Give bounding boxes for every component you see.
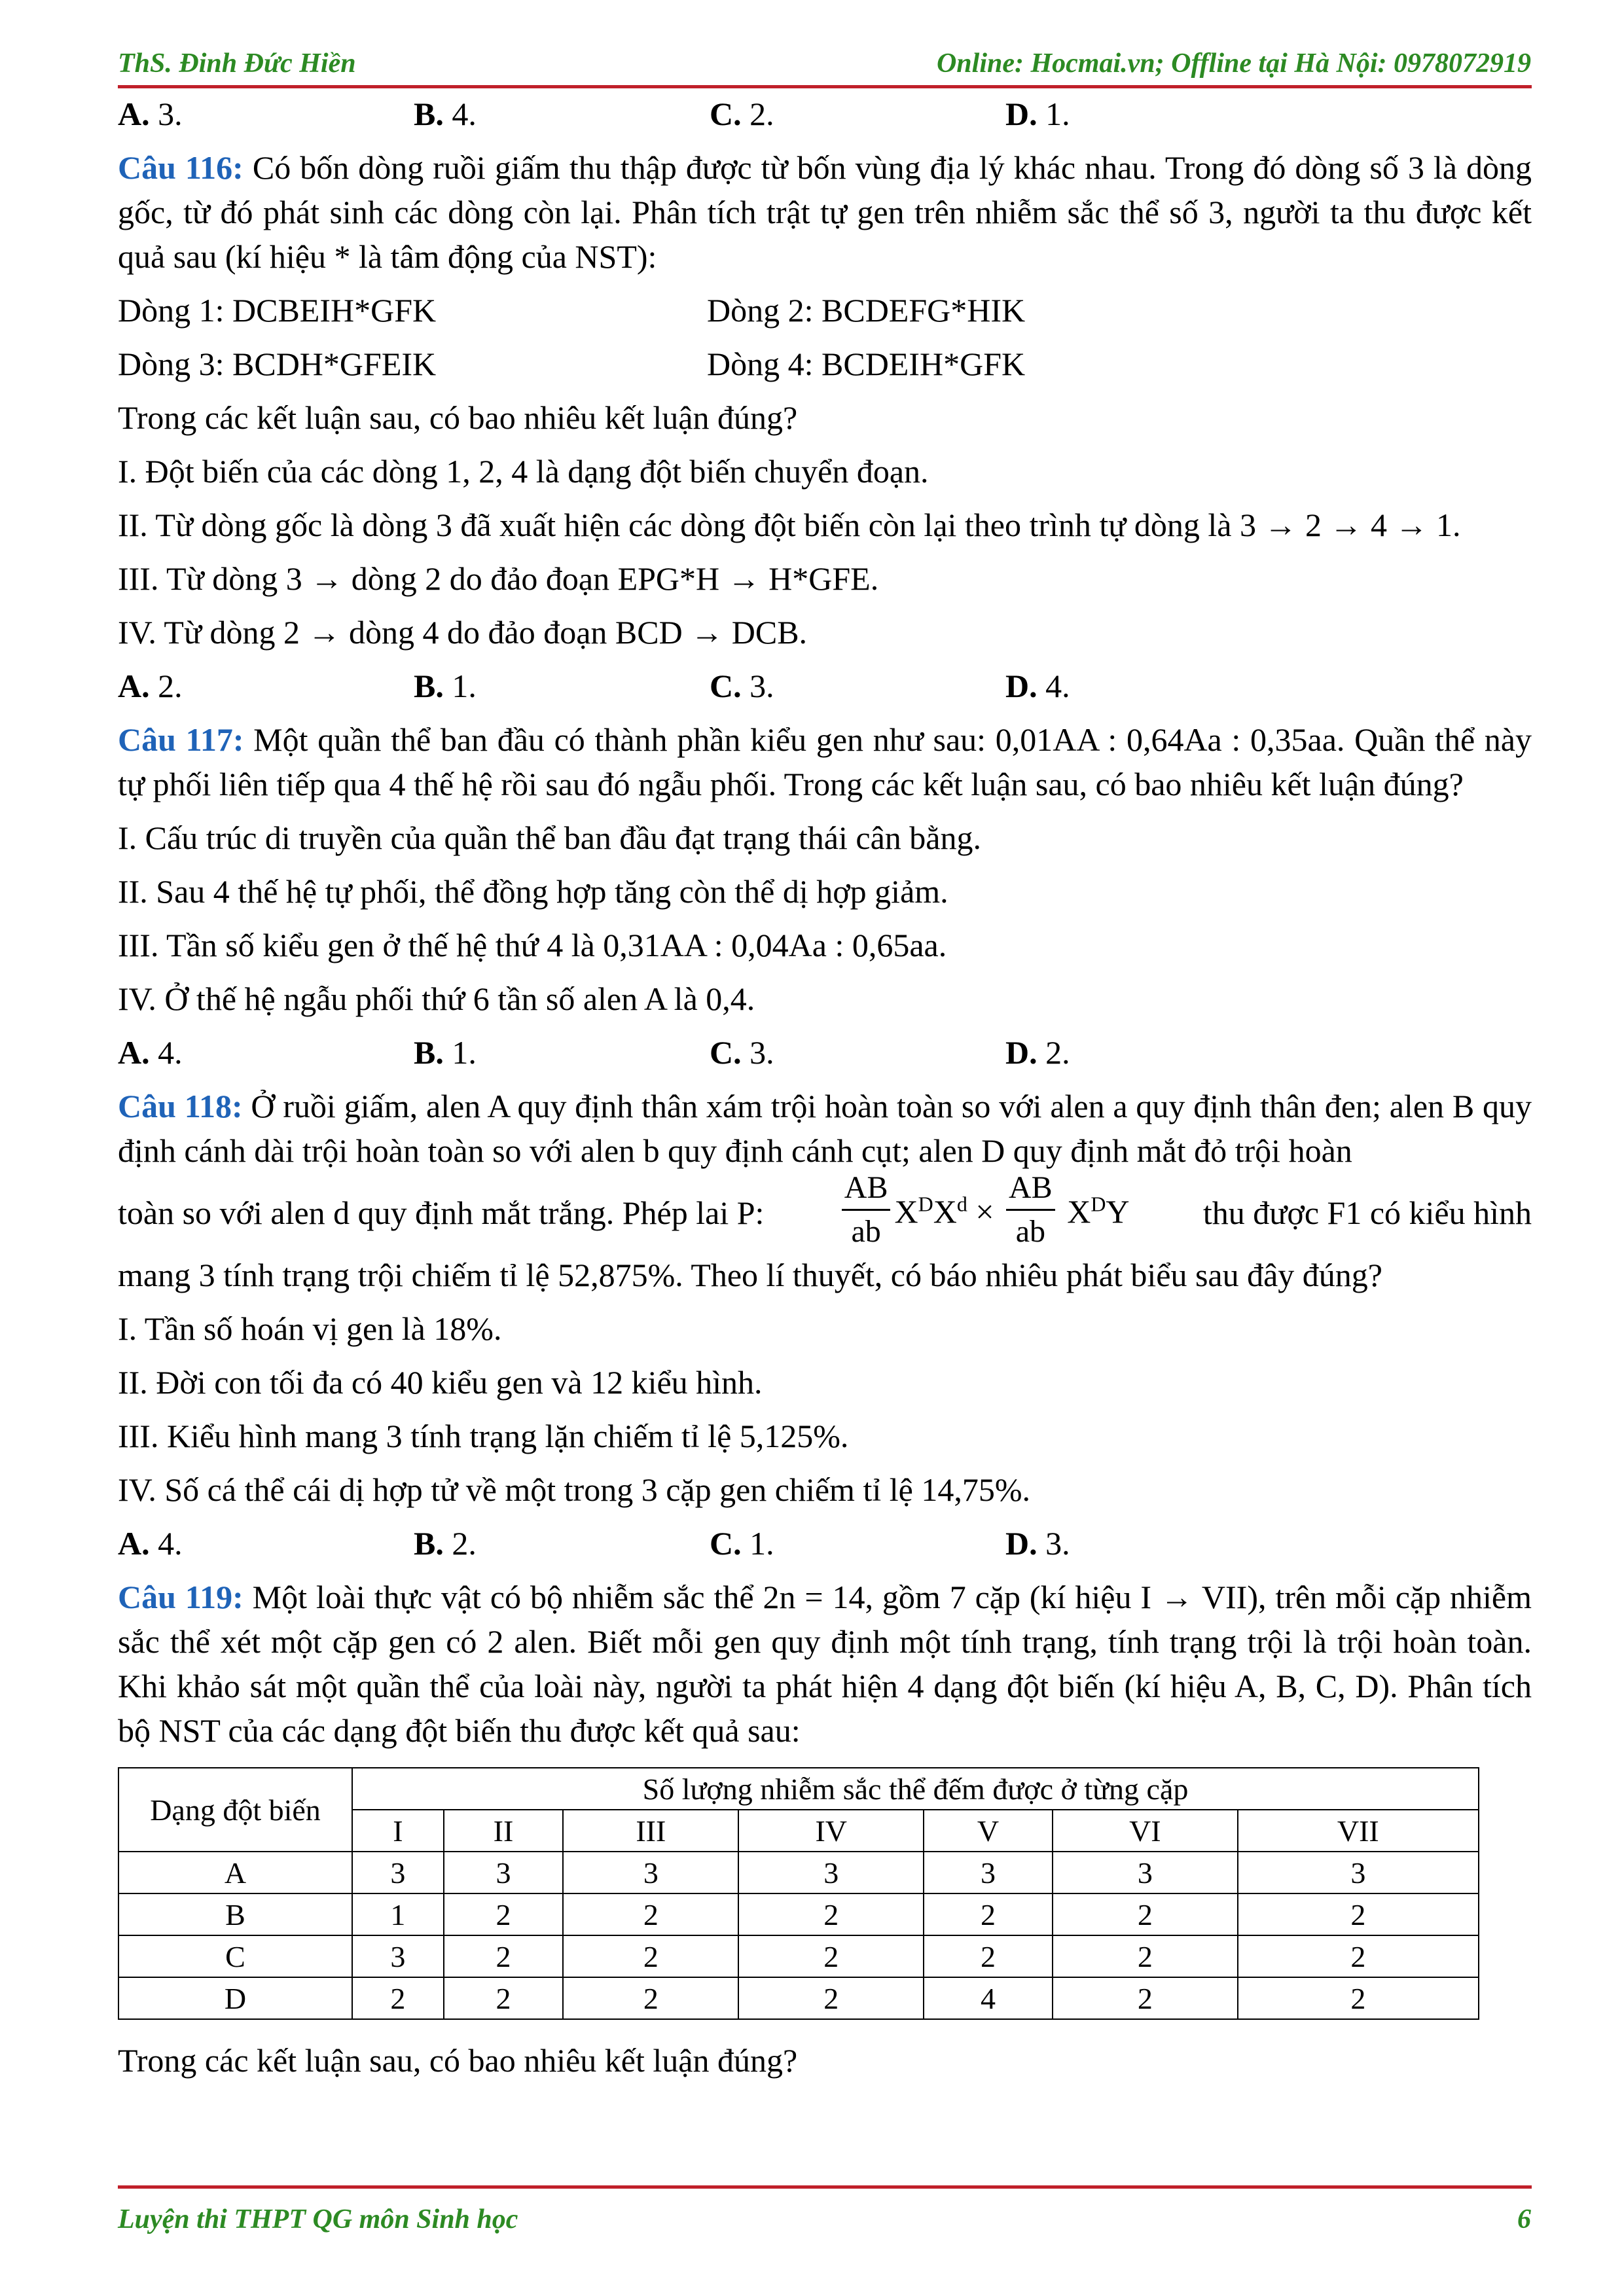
q117-options bbox=[118, 1030, 1532, 1075]
q117-stem bbox=[118, 717, 1532, 806]
q119-stem bbox=[118, 1575, 1532, 1753]
table-cell: 2 bbox=[738, 1977, 924, 2019]
table-cell: 2 bbox=[563, 1935, 738, 1977]
q118-statement-2: II. Đời con tối đa có 40 kiểu gen và 12 kiểu hình. bbox=[118, 1364, 763, 1401]
q118-label: Câu 118: bbox=[118, 1088, 243, 1124]
q118-statement-3: III. Kiểu hình mang 3 tính trạng lặn chiếm tỉ lệ 5,125%. bbox=[118, 1418, 849, 1455]
table-row bbox=[118, 1893, 1479, 1935]
q118-option-d: D. 3. bbox=[1005, 1525, 1070, 1562]
table-cell: 3 bbox=[1238, 1852, 1479, 1893]
table-pair-header: III bbox=[563, 1810, 738, 1852]
table-cell: 2 bbox=[1238, 1893, 1479, 1935]
header-divider bbox=[118, 85, 1532, 88]
q116-line-2: Dòng 2: BCDEFG*HIK bbox=[707, 292, 1026, 329]
table-cell: 3 bbox=[444, 1852, 563, 1893]
q118-stem bbox=[118, 1084, 1532, 1173]
q116-stem bbox=[118, 145, 1532, 279]
table-pair-header: II bbox=[444, 1810, 563, 1852]
q117-option-d: D. 2. bbox=[1005, 1034, 1070, 1071]
table-cell: 1 bbox=[352, 1893, 444, 1935]
table-cell: 3 bbox=[924, 1852, 1053, 1893]
table-cell: 2 bbox=[444, 1977, 563, 2019]
q115-option-a: A. 3. bbox=[118, 96, 183, 132]
q118-options bbox=[118, 1521, 1532, 1566]
table-row-label: B bbox=[118, 1893, 352, 1935]
table-cell: 2 bbox=[924, 1935, 1053, 1977]
q118-frac-father: $\frac{AB}{ab}$ bbox=[1006, 1172, 1055, 1247]
q117-option-a: A. 4. bbox=[118, 1034, 183, 1071]
q115-options bbox=[118, 92, 1532, 136]
table-cell: 2 bbox=[1238, 1977, 1479, 2019]
q116-option-c: C. 3. bbox=[710, 668, 774, 704]
table-col-mutation-type: Dạng đột biến bbox=[118, 1768, 352, 1852]
q116-question: Trong các kết luận sau, có bao nhiêu kết luận đúng? bbox=[118, 399, 798, 436]
q115-option-c: C. 2. bbox=[710, 96, 774, 132]
table-row bbox=[118, 1852, 1479, 1893]
table-cell: 3 bbox=[738, 1852, 924, 1893]
table-row-label: D bbox=[118, 1977, 352, 2019]
q117-statement-3: III. Tần số kiểu gen ở thế hệ thứ 4 là 0,31AA : 0,04Aa : 0,65aa. bbox=[118, 927, 947, 963]
q116-option-a: A. 2. bbox=[118, 668, 183, 704]
q118-frac-mother: $\frac{AB}{ab}$ bbox=[842, 1172, 891, 1247]
q118-cross-tail: thu được F1 có kiểu hình bbox=[1202, 1194, 1532, 1232]
footer-page-number: 6 bbox=[1517, 2204, 1531, 2234]
q118-cross-line bbox=[118, 1170, 1532, 1253]
q117-label: Câu 117: bbox=[118, 721, 244, 758]
table-cell: 2 bbox=[1053, 1893, 1238, 1935]
table-cell: 3 bbox=[352, 1852, 444, 1893]
header-author: ThS. Đinh Đức Hiền bbox=[118, 48, 356, 79]
table-pair-header: V bbox=[924, 1810, 1053, 1852]
table-cell: 3 bbox=[352, 1935, 444, 1977]
q117-intro: Một quần thể ban đầu có thành phần kiểu gen như sau: 0,01AA : 0,64Aa : 0,35aa. Quần thể này tự phối liên tiếp qua 4 thế hệ rồi sau đó ngẫu phối. Trong các kết luận sau, có bao nhiêu kết luận đúng? bbox=[118, 721, 1532, 802]
table-pair-header: I bbox=[352, 1810, 444, 1852]
table-cell: 3 bbox=[1053, 1852, 1238, 1893]
q116-lines-row1 bbox=[118, 288, 1532, 332]
q117-option-c: C. 3. bbox=[710, 1034, 774, 1071]
table-cell: 2 bbox=[738, 1893, 924, 1935]
q116-option-b: B. 1. bbox=[414, 668, 477, 704]
q116-intro: Có bốn dòng ruồi giấm thu thập được từ bốn vùng địa lý khác nhau. Trong đó dòng số 3 là dòng gốc, từ đó phát sinh các dòng còn lại. Phân tích trật tự gen trên nhiễm sắc thể số 3, người ta thu được kết quả sau (kí hiệu * là tâm động của NST): bbox=[118, 149, 1532, 275]
q116-statement-3: III. Từ dòng 3 → dòng 2 do đảo đoạn EPG*H → H*GFE. bbox=[118, 560, 879, 597]
q118-option-c: C. 1. bbox=[710, 1525, 774, 1562]
q116-line-3: Dòng 3: BCDH*GFEIK bbox=[118, 346, 437, 382]
q119-intro: Một loài thực vật có bộ nhiễm sắc thể 2n = 14, gồm 7 cặp (kí hiệu I → VII), trên mỗi cặp nhiễm sắc thể xét một cặp gen có 2 alen. Biết mỗi gen quy định một tính trạng, tính trạng trội là trội hoàn toàn. Khi khảo sát một quần thể của loài này, người ta phát hiện 4 dạng đột biến (kí hiệu A, B, C, D). Phân tích bộ NST của các dạng đột biến thu được kết quả sau: bbox=[118, 1579, 1532, 1749]
q119-label: Câu 119: bbox=[118, 1579, 244, 1616]
q118-intro: Ở ruồi giấm, alen A quy định thân xám trội hoàn toàn so với alen a quy định thân đen; alen B quy định cánh dài trội hoàn toàn so với alen b quy định cánh cụt; alen D quy định mắt đỏ trội hoàn bbox=[118, 1088, 1532, 1169]
table-cell: 2 bbox=[352, 1977, 444, 2019]
table-cell: 2 bbox=[444, 1893, 563, 1935]
table-cell: 2 bbox=[1053, 1935, 1238, 1977]
q116-line-1: Dòng 1: DCBEIH*GFK bbox=[118, 292, 437, 329]
table-cell: 2 bbox=[444, 1935, 563, 1977]
q117-statement-2: II. Sau 4 thế hệ tự phối, thể đồng hợp tăng còn thể dị hợp giảm. bbox=[118, 873, 948, 910]
q116-statement-4: IV. Từ dòng 2 → dòng 4 do đảo đoạn BCD → DCB. bbox=[118, 614, 808, 651]
q119-question: Trong các kết luận sau, có bao nhiêu kết luận đúng? bbox=[118, 2042, 798, 2079]
q118-statement-1: I. Tần số hoán vị gen là 18%. bbox=[118, 1310, 502, 1348]
table-cell: 2 bbox=[1238, 1935, 1479, 1977]
q116-line-4: Dòng 4: BCDEIH*GFK bbox=[707, 346, 1026, 382]
q117-option-b: B. 1. bbox=[414, 1034, 477, 1071]
table-row-label: A bbox=[118, 1852, 352, 1893]
q115-option-d: D. 1. bbox=[1005, 96, 1070, 132]
q116-lines-row2 bbox=[118, 342, 1532, 386]
q116-label: Câu 116: bbox=[118, 149, 244, 186]
mutation-table bbox=[118, 1767, 1479, 2020]
q118-cross-lead: toàn so với alen d quy định mắt trắng. Phép lai P: bbox=[118, 1194, 765, 1232]
q118-cross-formula: $\frac{AB}{ab}$ $X^DX^d$ × $\frac{AB}{ab}$ $X^DY$ bbox=[838, 1173, 1130, 1253]
q115-option-b: B. 4. bbox=[414, 96, 477, 132]
table-pair-header: VII bbox=[1238, 1810, 1479, 1852]
q117-statement-1: I. Cấu trúc di truyền của quần thể ban đầu đạt trạng thái cân bằng. bbox=[118, 819, 981, 856]
q118-option-b: B. 2. bbox=[414, 1525, 477, 1562]
table-cell: 2 bbox=[563, 1893, 738, 1935]
footer-divider bbox=[118, 2185, 1532, 2189]
table-cell: 4 bbox=[924, 1977, 1053, 2019]
q116-statement-1: I. Đột biến của các dòng 1, 2, 4 là dạng đột biến chuyển đoạn. bbox=[118, 453, 929, 490]
table-row-label: C bbox=[118, 1935, 352, 1977]
q116-options bbox=[118, 664, 1532, 708]
q116-statement-2: II. Từ dòng gốc là dòng 3 đã xuất hiện các dòng đột biến còn lại theo trình tự dòng là 3 → 2 → 4 → 1. bbox=[118, 507, 1461, 543]
table-row bbox=[118, 1977, 1479, 2019]
table-cell: 3 bbox=[563, 1852, 738, 1893]
table-cell: 2 bbox=[738, 1935, 924, 1977]
q118-stem-end: mang 3 tính trạng trội chiếm tỉ lệ 52,875%. Theo lí thuyết, có báo nhiêu phát biểu sau đây đúng? bbox=[118, 1257, 1382, 1294]
table-pair-header: VI bbox=[1053, 1810, 1238, 1852]
table-group-header: Số lượng nhiễm sắc thể đếm được ở từng cặp bbox=[352, 1768, 1479, 1810]
table-row bbox=[118, 1935, 1479, 1977]
table-cell: 2 bbox=[1053, 1977, 1238, 2019]
q118-option-a: A. 4. bbox=[118, 1525, 183, 1562]
q116-option-d: D. 4. bbox=[1005, 668, 1070, 704]
q118-statement-4: IV. Số cá thể cái dị hợp tử về một trong 3 cặp gen chiếm tỉ lệ 14,75%. bbox=[118, 1471, 1030, 1509]
table-pair-header: IV bbox=[738, 1810, 924, 1852]
table-cell: 2 bbox=[563, 1977, 738, 2019]
table-cell: 2 bbox=[924, 1893, 1053, 1935]
footer-title: Luyện thi THPT QG môn Sinh học bbox=[118, 2204, 518, 2234]
q117-statement-4: IV. Ở thế hệ ngẫu phối thứ 6 tần số alen A là 0,4. bbox=[118, 980, 755, 1017]
header-contact: Online: Hocmai.vn; Offline tại Hà Nội: 0978072919 bbox=[936, 48, 1531, 79]
page-content bbox=[118, 92, 1532, 2092]
